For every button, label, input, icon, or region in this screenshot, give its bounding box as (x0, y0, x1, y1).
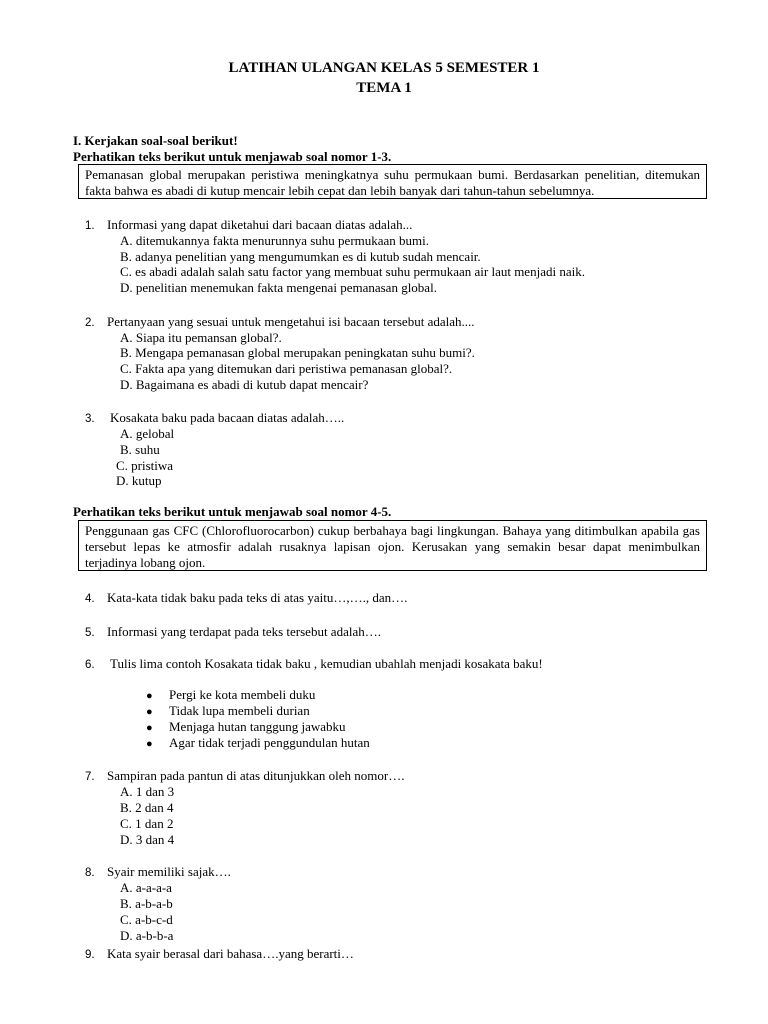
option: C. pristiwa (116, 458, 174, 473)
page-subtitle: TEMA 1 (356, 80, 412, 96)
list-item: Menjaga hutan tanggung jawabku (169, 719, 346, 734)
question-number: 3. (85, 413, 95, 425)
question-text: Kosakata baku pada bacaan diatas adalah….. (110, 410, 345, 425)
option: A. 1 dan 3 (120, 784, 175, 799)
list-item: Tidak lupa membeli durian (169, 703, 310, 718)
option: A. gelobal (120, 426, 175, 441)
page-title: LATIHAN ULANGAN KELAS 5 SEMESTER 1 (228, 60, 540, 76)
question-text: Tulis lima contoh Kosakata tidak baku , kemudian ubahlah menjadi kosakata baku! (110, 656, 543, 671)
option: B. Mengapa pemanasan global merupakan peningkatan suhu bumi?. (120, 345, 475, 360)
question-text: Pertanyaan yang sesuai untuk mengetahui isi bacaan tersebut adalah.... (107, 314, 475, 329)
option: B. 2 dan 4 (120, 800, 174, 815)
option: D. kutup (116, 473, 162, 488)
question-text: Syair memiliki sajak…. (107, 864, 231, 879)
question-number: 9. (85, 949, 95, 961)
bullet-icon: ● (146, 722, 153, 734)
option: B. adanya penelitian yang mengumumkan es di kutub sudah mencair. (120, 249, 481, 264)
option: D. penelitian menemukan fakta mengenai pemanasan global. (120, 280, 437, 295)
question-text: Informasi yang dapat diketahui dari bacaan diatas adalah... (107, 217, 413, 232)
option: C. es abadi adalah salah satu factor yang membuat suhu permukaan air laut menjadi naik. (120, 264, 585, 279)
question-number: 2. (85, 317, 95, 329)
section-label: I. Kerjakan soal-soal berikut! (73, 133, 238, 148)
question-number: 6. (85, 659, 95, 671)
question-number: 1. (85, 220, 95, 232)
option: A. Siapa itu pemansan global?. (120, 330, 282, 345)
question-text: Kata-kata tidak baku pada teks di atas yaitu…,…., dan…. (107, 590, 408, 605)
bullet-icon: ● (146, 690, 153, 702)
option: A. a-a-a-a (120, 880, 172, 895)
question-text: Sampiran pada pantun di atas ditunjukkan oleh nomor…. (107, 768, 405, 783)
question-number: 4. (85, 593, 95, 605)
option: A. ditemukannya fakta menurunnya suhu permukaan bumi. (120, 233, 430, 248)
question-text: Kata syair berasal dari bahasa….yang berarti… (107, 946, 354, 961)
option: D. a-b-b-a (120, 928, 174, 943)
option: C. Fakta apa yang ditemukan dari peristiwa pemanasan global?. (120, 361, 453, 376)
passage-intro-1: Perhatikan teks berikut untuk menjawab soal nomor 1-3. (73, 149, 392, 164)
option: B. suhu (120, 442, 160, 457)
question-number: 8. (85, 867, 95, 879)
list-item: Pergi ke kota membeli duku (169, 687, 316, 702)
passage-box-1: Pemanasan global merupakan peristiwa meningkatnya suhu permukaan bumi. Berdasarkan penelitian, ditemukan fakta bahwa es abadi di kutup mencair lebih cepat dan lebih banyak dari tahun-tahun sebelumnya. (78, 164, 707, 199)
option: D. Bagaimana es abadi di kutub dapat mencair? (120, 377, 369, 392)
bullet-icon: ● (146, 706, 153, 718)
option: D. 3 dan 4 (120, 832, 175, 847)
question-text: Informasi yang terdapat pada teks tersebut adalah…. (107, 624, 381, 639)
option: C. a-b-c-d (120, 912, 173, 927)
question-number: 5. (85, 627, 95, 639)
option: C. 1 dan 2 (120, 816, 174, 831)
passage-box-2: Penggunaan gas CFC (Chlorofluorocarbon) cukup berbahaya bagi lingkungan. Bahaya yang ditimbulkan apabila gas tersebut lepas ke atmosfir adalah rusaknya lapisan ojon. Kerusakan yang semakin besar dapat menimbulkan terjadinya lobang ojon. (78, 520, 707, 571)
question-number: 7. (85, 771, 95, 783)
option: B. a-b-a-b (120, 896, 173, 911)
bullet-icon: ● (146, 738, 153, 750)
list-item: Agar tidak terjadi penggundulan hutan (169, 735, 370, 750)
passage-intro-2: Perhatikan teks berikut untuk menjawab soal nomor 4-5. (73, 504, 392, 519)
